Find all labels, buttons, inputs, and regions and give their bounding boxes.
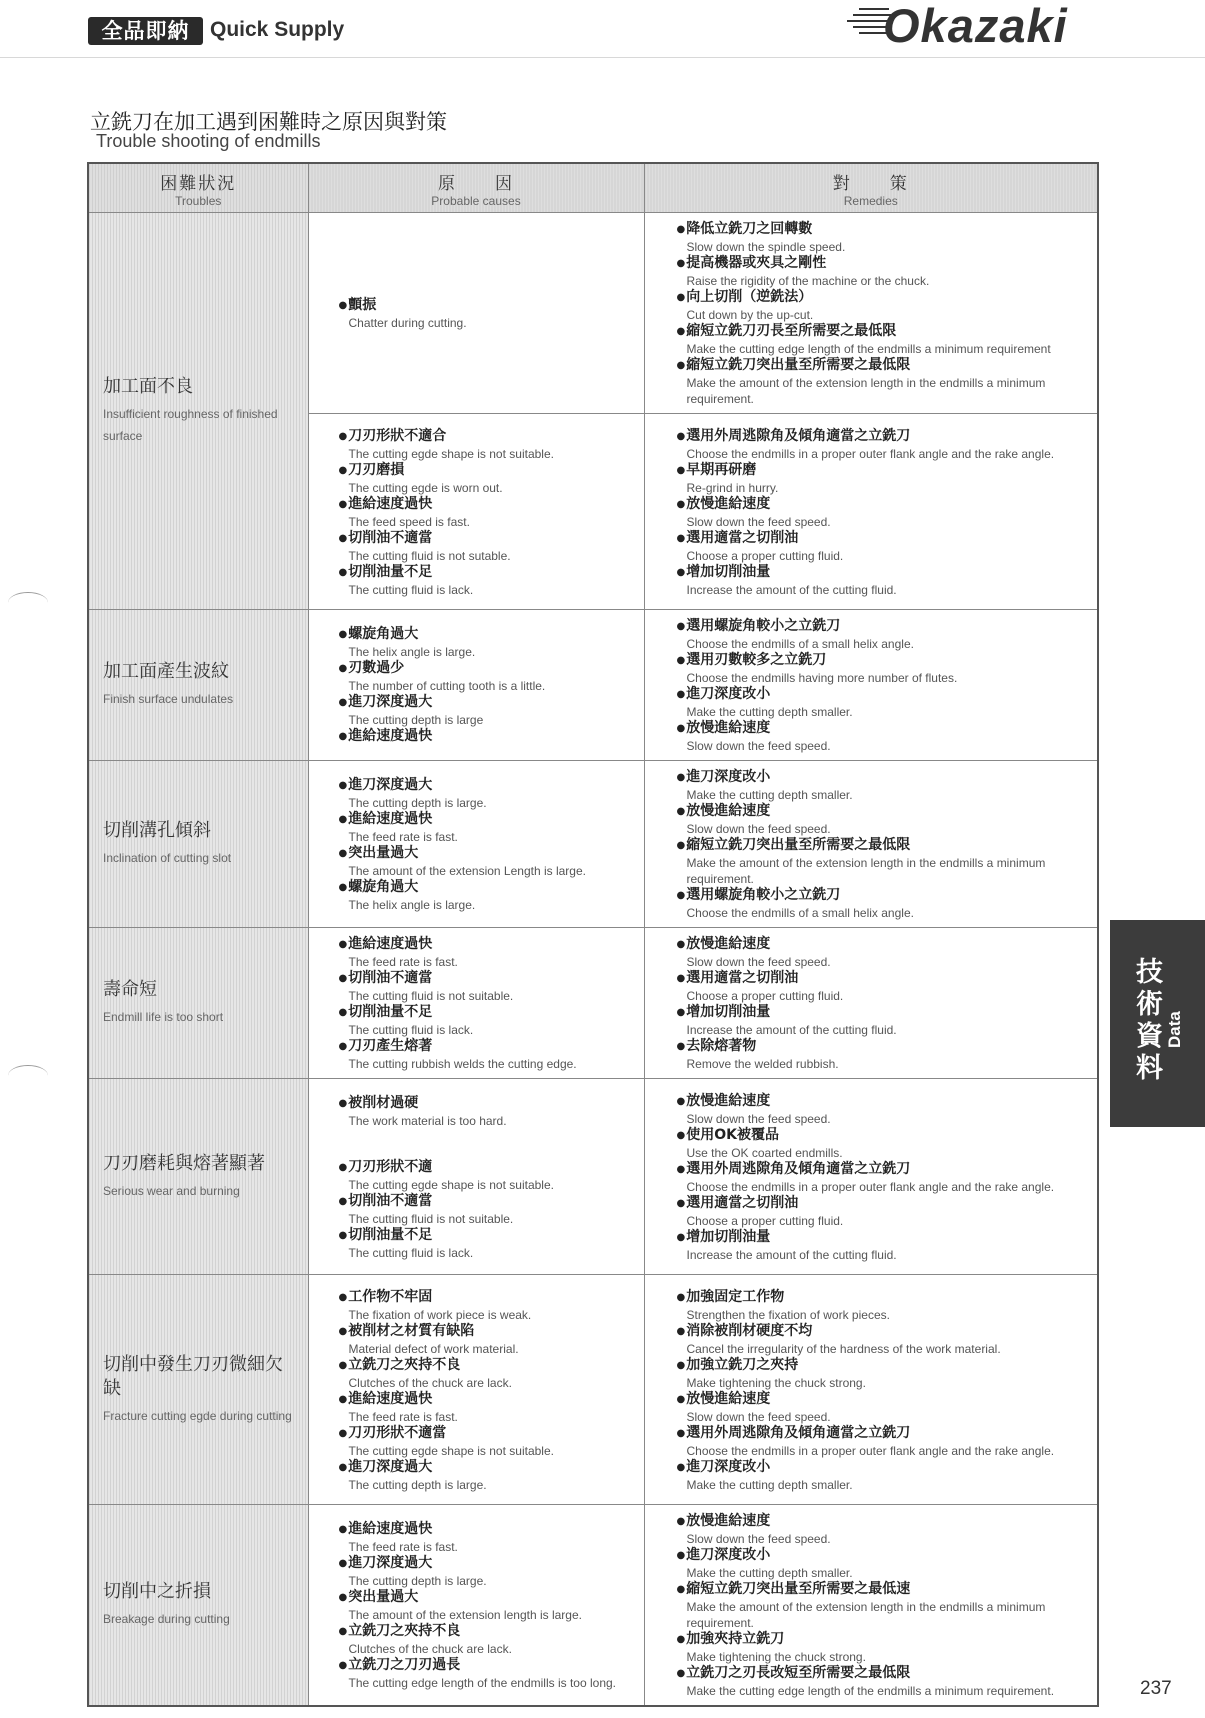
item-zh: ● 向上切削（逆銑法） <box>677 289 1088 307</box>
item-zh: ● 縮短立銑刀突出量至所需要之最低速 <box>677 1581 1088 1599</box>
header-title: Quick Supply <box>210 18 345 41</box>
cause-item <box>339 1521 634 1555</box>
col-causes-en: Probable causes <box>431 193 521 208</box>
table-row <box>88 761 1098 928</box>
item-zh: ● 螺旋角過大 <box>339 626 634 644</box>
item-zh: ● 選用適當之切削油 <box>677 1195 1088 1213</box>
table-row <box>88 928 1098 1079</box>
cause-item <box>339 496 634 530</box>
remedy-item <box>677 530 1088 564</box>
item-en: The amount of the extension Length is large. <box>348 864 586 878</box>
trouble-cell <box>88 213 308 610</box>
remedy-item <box>677 1513 1088 1547</box>
binder-mark <box>8 592 48 613</box>
item-zh: ● 進刀深度過大 <box>339 777 634 795</box>
cause-item <box>339 936 634 970</box>
item-en: The cutting fluid is lack. <box>348 1023 474 1037</box>
item-en: The cutting depth is large <box>348 713 484 727</box>
causes-cell <box>308 414 644 610</box>
remedy-item <box>677 255 1088 289</box>
remedy-item <box>677 1004 1088 1038</box>
item-en: Slow down the feed speed. <box>686 514 831 529</box>
item-en: The feed rate is fast. <box>348 830 458 844</box>
item-zh: ● 被削材過硬 <box>339 1095 634 1113</box>
trouble-cell <box>88 761 308 928</box>
item-zh: ● 選用刃數較多之立銑刀 <box>677 652 1088 670</box>
item-zh: ● 增加切削油量 <box>677 1229 1088 1247</box>
item-zh: ● 進給速度過快 <box>339 1391 634 1409</box>
item-zh: ● 進刀深度過大 <box>339 1459 634 1477</box>
table-row <box>88 1275 1098 1505</box>
cause-item <box>339 564 634 598</box>
item-en: The cutting egde shape is not suitable. <box>348 446 554 461</box>
trouble-en: Fracture cutting egde during cutting <box>103 1408 292 1423</box>
item-zh: ● 選用外周逃隙角及傾角適當之立銑刀 <box>677 428 1088 446</box>
trouble-zh: 切削溝孔傾斜 <box>103 820 211 841</box>
trouble-zh: 壽命短 <box>103 979 157 1000</box>
item-en: The cutting egde is worn out. <box>348 480 503 495</box>
item-en: Choose a proper cutting fluid. <box>686 989 844 1003</box>
trouble-en: Insufficient roughness of finished surface <box>103 407 278 443</box>
item-zh: ● 降低立銑刀之回轉數 <box>677 221 1088 239</box>
remedy-item <box>677 936 1088 970</box>
remedy-item <box>677 496 1088 530</box>
cause-item <box>339 1038 634 1072</box>
item-zh: ● 加強立銑刀之夾持 <box>677 1357 1088 1375</box>
item-zh: ● 切削油量不足 <box>339 564 634 582</box>
item-zh: ● 切削油不適當 <box>339 530 634 548</box>
col-troubles-header <box>88 163 308 213</box>
remedies-cell <box>644 1505 1098 1707</box>
item-en: Cancel the irregularity of the hardness of the work material. <box>686 1341 1001 1356</box>
trouble-cell <box>88 1505 308 1707</box>
remedy-item <box>677 1357 1088 1391</box>
cause-item <box>339 428 634 462</box>
col-troubles-en: Troubles <box>175 193 222 208</box>
item-zh: ● 進給速度過快 <box>339 728 634 746</box>
item-en: Make the cutting depth smaller. <box>686 705 853 719</box>
item-zh: ● 增加切削油量 <box>677 1004 1088 1022</box>
cause-item <box>339 1623 634 1657</box>
item-zh: ● 刀刃形狀不適 <box>339 1159 634 1177</box>
trouble-zh: 切削中發生刀刃微細欠缺 <box>103 1353 283 1399</box>
item-en: The feed speed is fast. <box>348 514 470 529</box>
okazaki-logo <box>845 2 1097 52</box>
item-en: Clutches of the chuck are lack. <box>348 1375 512 1390</box>
cause-item <box>339 1357 634 1391</box>
troubleshooting-table <box>87 162 1099 1707</box>
item-zh: ● 刀刃產生熔著 <box>339 1038 634 1056</box>
item-en: Re-grind in hurry. <box>686 480 779 495</box>
item-zh: ● 工作物不牢固 <box>339 1289 634 1307</box>
item-en: The cutting depth is large. <box>348 1574 487 1588</box>
item-en: The helix angle is large. <box>348 898 476 912</box>
cause-item <box>339 1159 634 1193</box>
cause-item <box>339 777 634 811</box>
item-zh: ● 切削油不適當 <box>339 970 634 988</box>
item-en: Make the cutting depth smaller. <box>686 1566 853 1580</box>
remedy-item <box>677 1391 1088 1425</box>
causes-cell <box>308 213 644 414</box>
item-en: Make the amount of the extension length in the endmills a minimum requirement. <box>686 376 1046 406</box>
item-zh: ● 早期再研磨 <box>677 462 1088 480</box>
item-zh: ● 進給速度過快 <box>339 936 634 954</box>
item-zh: ● 加強固定工作物 <box>677 1289 1088 1307</box>
item-en: Make tightening the chuck strong. <box>686 1375 866 1390</box>
item-en: Increase the amount of the cutting fluid. <box>686 1247 897 1262</box>
trouble-cell <box>88 610 308 761</box>
cause-item <box>339 1193 634 1227</box>
item-en: The cutting fluid is lack. <box>348 1245 474 1260</box>
item-en: The cutting rubbish welds the cutting edge. <box>348 1057 577 1071</box>
causes-cell <box>308 1505 644 1707</box>
item-zh: ● 立銑刀之刀刃過長 <box>339 1657 634 1675</box>
item-en: Remove the welded rubbish. <box>686 1057 839 1071</box>
item-zh: ● 放慢進給速度 <box>677 1093 1088 1111</box>
item-zh: ● 放慢進給速度 <box>677 720 1088 738</box>
item-en: Cut down by the up-cut. <box>686 308 814 322</box>
side-tab-zh: 技術資料 <box>1136 957 1163 1084</box>
item-zh: ● 去除熔著物 <box>677 1038 1088 1056</box>
item-zh: ● 進給速度過快 <box>339 496 634 514</box>
remedy-item <box>677 887 1088 921</box>
item-zh: ● 切削油不適當 <box>339 1193 634 1211</box>
remedy-item <box>677 1195 1088 1229</box>
trouble-en: Endmill life is too short <box>103 1010 224 1024</box>
cause-item <box>339 1555 634 1589</box>
item-en: Make the amount of the extension length in the endmills a minimum requirement. <box>686 856 1046 886</box>
item-zh: ● 放慢進給速度 <box>677 936 1088 954</box>
item-zh: ● 立銑刀之夾持不良 <box>339 1623 634 1641</box>
remedies-cell <box>644 213 1098 414</box>
page-number: 237 <box>1140 1678 1172 1699</box>
item-en: Choose a proper cutting fluid. <box>686 548 844 563</box>
trouble-en: Serious wear and burning <box>103 1183 240 1198</box>
cause-item <box>339 879 634 913</box>
item-en: Make tightening the chuck strong. <box>686 1650 866 1664</box>
item-en: Slow down the feed speed. <box>686 955 831 969</box>
causes-cell <box>308 610 644 761</box>
item-en: The helix angle is large. <box>348 645 476 659</box>
cause-item <box>339 1227 634 1261</box>
quick-supply-badge: 全品即納 <box>88 17 203 45</box>
remedy-item <box>677 1038 1088 1072</box>
cause-item <box>339 845 634 879</box>
item-en: The cutting edge length of the endmills is too long. <box>348 1676 617 1690</box>
side-tab-data <box>1110 920 1205 1127</box>
remedy-item <box>677 1161 1088 1195</box>
item-zh: ● 提高機器或夾具之剛性 <box>677 255 1088 273</box>
cause-item <box>339 811 634 845</box>
remedy-item <box>677 1547 1088 1581</box>
item-zh: ● 被削材之材質有缺陷 <box>339 1323 634 1341</box>
remedy-item <box>677 970 1088 1004</box>
cause-item <box>339 1004 634 1038</box>
cause-item <box>339 462 634 496</box>
item-en: Material defect of work material. <box>348 1341 519 1356</box>
trouble-cell <box>88 1079 308 1275</box>
item-en: The feed rate is fast. <box>348 955 458 969</box>
remedy-item <box>677 323 1088 357</box>
item-zh: ● 刀刃磨損 <box>339 462 634 480</box>
item-en: Choose the endmills in a proper outer flank angle and the rake angle. <box>686 446 1055 461</box>
spacer <box>339 1129 634 1159</box>
cause-item <box>339 660 634 694</box>
cause-item <box>339 297 634 331</box>
remedy-item <box>677 1289 1088 1323</box>
col-troubles-zh: 困難狀況 <box>160 173 237 194</box>
item-zh: ● 進刀深度過大 <box>339 694 634 712</box>
item-en: Choose the endmills of a small helix angle. <box>686 906 914 920</box>
side-tab-en: Data <box>1165 1011 1184 1048</box>
causes-cell <box>308 1079 644 1275</box>
item-zh: ● 放慢進給速度 <box>677 1391 1088 1409</box>
item-en: Raise the rigidity of the machine or the chuck. <box>686 274 930 288</box>
remedy-item <box>677 618 1088 652</box>
remedy-item <box>677 837 1088 887</box>
trouble-zh: 刀刃磨耗與熔著顯著 <box>103 1152 265 1174</box>
cause-item <box>339 1459 634 1493</box>
item-zh: ● 刀刃形狀不適合 <box>339 428 634 446</box>
trouble-en: Breakage during cutting <box>103 1612 230 1626</box>
remedy-item <box>677 564 1088 598</box>
item-zh: ● 進刀深度改小 <box>677 1459 1088 1477</box>
causes-cell <box>308 928 644 1079</box>
remedy-item <box>677 1665 1088 1699</box>
remedy-item <box>677 720 1088 754</box>
item-zh: ● 切削油量不足 <box>339 1227 634 1245</box>
table-row <box>88 1079 1098 1275</box>
item-en: Clutches of the chuck are lack. <box>348 1642 512 1656</box>
col-remedies-en: Remedies <box>843 193 898 208</box>
item-en: The cutting depth is large. <box>348 796 487 810</box>
item-en: Make the amount of the extension length in the endmills a minimum requirement. <box>686 1600 1046 1630</box>
remedy-item <box>677 652 1088 686</box>
item-en: Use the OK coarted endmills. <box>686 1145 843 1160</box>
cause-item <box>339 1425 634 1459</box>
cause-item <box>339 694 634 728</box>
cause-item <box>339 1095 634 1129</box>
item-en: The fixation of work piece is weak. <box>348 1307 532 1322</box>
item-en: Choose the endmills of a small helix angle. <box>686 637 914 651</box>
item-en: Choose the endmills having more number of flutes. <box>686 671 958 685</box>
item-zh: ● 選用螺旋角較小之立銑刀 <box>677 887 1088 905</box>
col-causes-header <box>308 163 644 213</box>
item-en: Chatter during cutting. <box>348 316 467 330</box>
item-en: The cutting fluid is not suitable. <box>348 989 514 1003</box>
item-zh: ● 消除被削材硬度不均 <box>677 1323 1088 1341</box>
cause-item <box>339 626 634 660</box>
cause-item <box>339 1323 634 1357</box>
cause-item <box>339 1589 634 1623</box>
item-zh: ● 刃數過少 <box>339 660 634 678</box>
item-en: Increase the amount of the cutting fluid. <box>686 1023 897 1037</box>
remedies-cell <box>644 610 1098 761</box>
item-zh: ● 突出量過大 <box>339 845 634 863</box>
remedy-item <box>677 1127 1088 1161</box>
remedy-item <box>677 803 1088 837</box>
item-zh: ● 進給速度過快 <box>339 811 634 829</box>
cause-item <box>339 530 634 564</box>
item-zh: ● 進刀深度改小 <box>677 1547 1088 1565</box>
remedy-item <box>677 1581 1088 1631</box>
item-zh: ● 縮短立銑刀突出量至所需要之最低限 <box>677 837 1088 855</box>
item-en: The cutting egde shape is not suitable. <box>348 1443 554 1458</box>
item-zh: ● 顫振 <box>339 297 634 315</box>
item-zh: ● 螺旋角過大 <box>339 879 634 897</box>
item-zh: ● 立銑刀之夾持不良 <box>339 1357 634 1375</box>
table-header-row <box>88 163 1098 213</box>
item-zh: ● 縮短立銑刀突出量至所需要之最低限 <box>677 357 1088 375</box>
item-zh: ● 進刀深度過大 <box>339 1555 634 1573</box>
remedy-item <box>677 289 1088 323</box>
remedies-cell <box>644 414 1098 610</box>
item-en: The cutting depth is large. <box>348 1477 487 1492</box>
item-zh: ● 切削油量不足 <box>339 1004 634 1022</box>
trouble-en: Finish surface undulates <box>103 692 234 706</box>
item-zh: ● 選用外周逃隙角及傾角適當之立銑刀 <box>677 1161 1088 1179</box>
item-zh: ● 放慢進給速度 <box>677 1513 1088 1531</box>
trouble-zh: 加工面產生波紋 <box>103 661 229 682</box>
item-en: Slow down the feed speed. <box>686 1111 831 1126</box>
binder-mark <box>8 1065 48 1086</box>
item-en: Increase the amount of the cutting fluid. <box>686 582 897 597</box>
col-causes-zh: 原 因 <box>438 173 514 194</box>
item-zh: ● 立銑刀之刃長改短至所需要之最低限 <box>677 1665 1088 1683</box>
item-en: Slow down the feed speed. <box>686 1532 831 1546</box>
remedy-item <box>677 1093 1088 1127</box>
item-en: The number of cutting tooth is a little. <box>348 679 546 693</box>
remedy-item <box>677 1425 1088 1459</box>
item-zh: ● 加強夾持立銑刀 <box>677 1631 1088 1649</box>
remedy-item <box>677 1323 1088 1357</box>
item-zh: ● 縮短立銑刀刃長至所需要之最低限 <box>677 323 1088 341</box>
remedies-cell <box>644 1079 1098 1275</box>
item-zh: ● 使用OK被覆品 <box>677 1127 1088 1145</box>
item-en: Slow down the spindle speed. <box>686 240 846 254</box>
item-zh: ● 選用適當之切削油 <box>677 970 1088 988</box>
item-zh: ● 進刀深度改小 <box>677 769 1088 787</box>
item-zh: ● 放慢進給速度 <box>677 496 1088 514</box>
page-title-zh: 立銑刀在加工遇到困難時之原因與對策 <box>90 110 447 134</box>
item-en: The cutting fluid is lack. <box>348 582 474 597</box>
item-en: The feed rate is fast. <box>348 1409 458 1424</box>
trouble-cell <box>88 1275 308 1505</box>
table-row <box>88 1505 1098 1707</box>
item-zh: ● 刀刃形狀不適當 <box>339 1425 634 1443</box>
remedy-item <box>677 1229 1088 1263</box>
remedy-item <box>677 428 1088 462</box>
header-divider <box>0 57 1205 58</box>
item-en: The cutting fluid is not sutable. <box>348 548 511 563</box>
item-en: Choose the endmills in a proper outer flank angle and the rake angle. <box>686 1179 1055 1194</box>
remedy-item <box>677 686 1088 720</box>
item-zh: ● 增加切削油量 <box>677 564 1088 582</box>
item-zh: ● 突出量過大 <box>339 1589 634 1607</box>
trouble-en: Inclination of cutting slot <box>103 851 232 865</box>
col-remedies-zh: 對 策 <box>832 173 909 194</box>
cause-item <box>339 728 634 746</box>
remedy-item <box>677 1459 1088 1493</box>
remedy-item <box>677 357 1088 407</box>
remedy-item <box>677 221 1088 255</box>
item-en: Strengthen the fixation of work pieces. <box>686 1307 890 1322</box>
cause-item <box>339 1289 634 1323</box>
remedy-item <box>677 1631 1088 1665</box>
trouble-zh: 切削中之折損 <box>103 1581 211 1602</box>
item-en: Choose the endmills in a proper outer flank angle and the rake angle. <box>686 1443 1055 1458</box>
item-zh: ● 選用螺旋角較小之立銑刀 <box>677 618 1088 636</box>
logo-text: Okazaki <box>883 0 1068 52</box>
causes-cell <box>308 1275 644 1505</box>
cause-item <box>339 1657 634 1691</box>
cause-item <box>339 970 634 1004</box>
trouble-cell <box>88 928 308 1079</box>
item-en: Choose a proper cutting fluid. <box>686 1213 844 1228</box>
item-en: The feed rate is fast. <box>348 1540 458 1554</box>
item-zh: ● 選用適當之切削油 <box>677 530 1088 548</box>
table-row <box>88 213 1098 414</box>
item-en: The amount of the extension length is large. <box>348 1608 582 1622</box>
item-en: Make the cutting depth smaller. <box>686 1477 853 1492</box>
trouble-zh: 加工面不良 <box>103 376 193 397</box>
item-en: The cutting fluid is not suitable. <box>348 1211 514 1226</box>
table-row <box>88 610 1098 761</box>
item-en: Slow down the feed speed. <box>686 822 831 836</box>
remedies-cell <box>644 1275 1098 1505</box>
cause-item <box>339 1391 634 1425</box>
causes-cell <box>308 761 644 928</box>
item-en: Make the cutting depth smaller. <box>686 788 853 802</box>
remedy-item <box>677 769 1088 803</box>
item-en: Slow down the feed speed. <box>686 1409 831 1424</box>
remedies-cell <box>644 761 1098 928</box>
remedy-item <box>677 462 1088 496</box>
item-en: Make the cutting edge length of the endmills a minimum requirement <box>686 342 1051 356</box>
item-zh: ● 選用外周逃隙角及傾角適當之立銑刀 <box>677 1425 1088 1443</box>
page-title-en: Trouble shooting of endmills <box>96 131 321 151</box>
remedies-cell <box>644 928 1098 1079</box>
item-en: Slow down the feed speed. <box>686 739 831 753</box>
item-zh: ● 進刀深度改小 <box>677 686 1088 704</box>
col-remedies-header <box>644 163 1098 213</box>
item-zh: ● 放慢進給速度 <box>677 803 1088 821</box>
item-en: Make the cutting edge length of the endmills a minimum requirement. <box>686 1684 1055 1698</box>
item-en: The work material is too hard. <box>348 1113 507 1128</box>
item-en: The cutting egde shape is not suitable. <box>348 1177 554 1192</box>
item-zh: ● 進給速度過快 <box>339 1521 634 1539</box>
